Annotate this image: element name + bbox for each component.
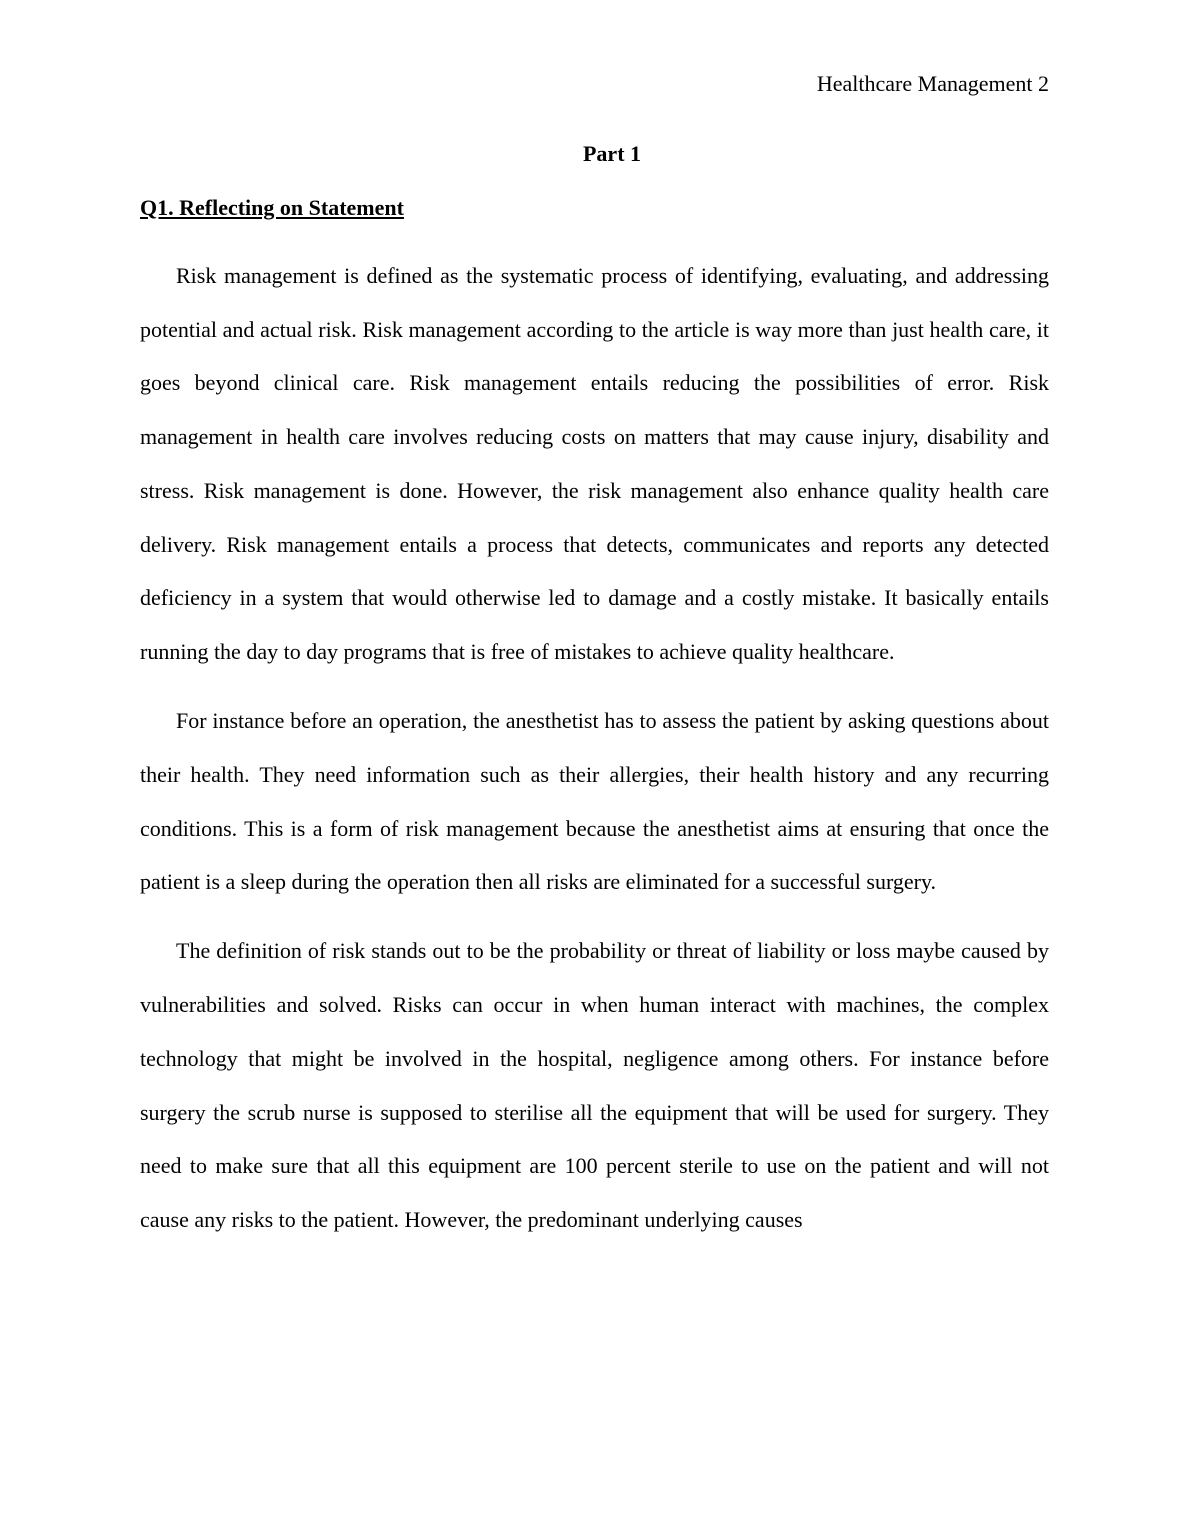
part-title: Part 1 (582, 141, 642, 166)
paragraph-2: For instance before an operation, the anesthetist has to assess the patient by asking questions about their health. They need information such as their allergies, their health history and any recurring conditions. This is a form of risk management because the anesthetist aims at ensuring that once the patient is a sleep during the operation then all risks are eliminated for a successful surgery. (140, 708, 1049, 895)
body-text (140, 249, 1049, 1262)
running-head: Healthcare Management 2 (816, 71, 1049, 96)
paragraph-3: The definition of risk stands out to be the probability or threat of liability or loss maybe caused by vulnerabilities and solved. Risks can occur in when human interact with machines, the complex technology that might be involved in the hospital, negligence among others. For instance before surgery the scrub nurse is supposed to sterilise all the equipment that will be used for surgery. They need to make sure that all this equipment are 100 percent sterile to use on the patient and will not cause any risks to the patient. However, the predominant underlying causes (140, 938, 1049, 1232)
section-heading: Q1. Reflecting on Statement (140, 195, 404, 220)
paragraph-1: Risk management is defined as the systematic process of identifying, evaluating, and addressing potential and actual risk. Risk management according to the article is way more than just health care, it goes beyond clinical care. Risk management entails reducing the possibilities of error. Risk management in health care involves reducing costs on matters that may cause injury, disability and stress. Risk management is done. However, the risk management also enhance quality health care delivery. Risk management entails a process that detects, communicates and reports any detected deficiency in a system that would otherwise led to damage and a costly mistake. It basically entails running the day to day programs that is free of mistakes to achieve quality healthcare. (140, 263, 1049, 664)
